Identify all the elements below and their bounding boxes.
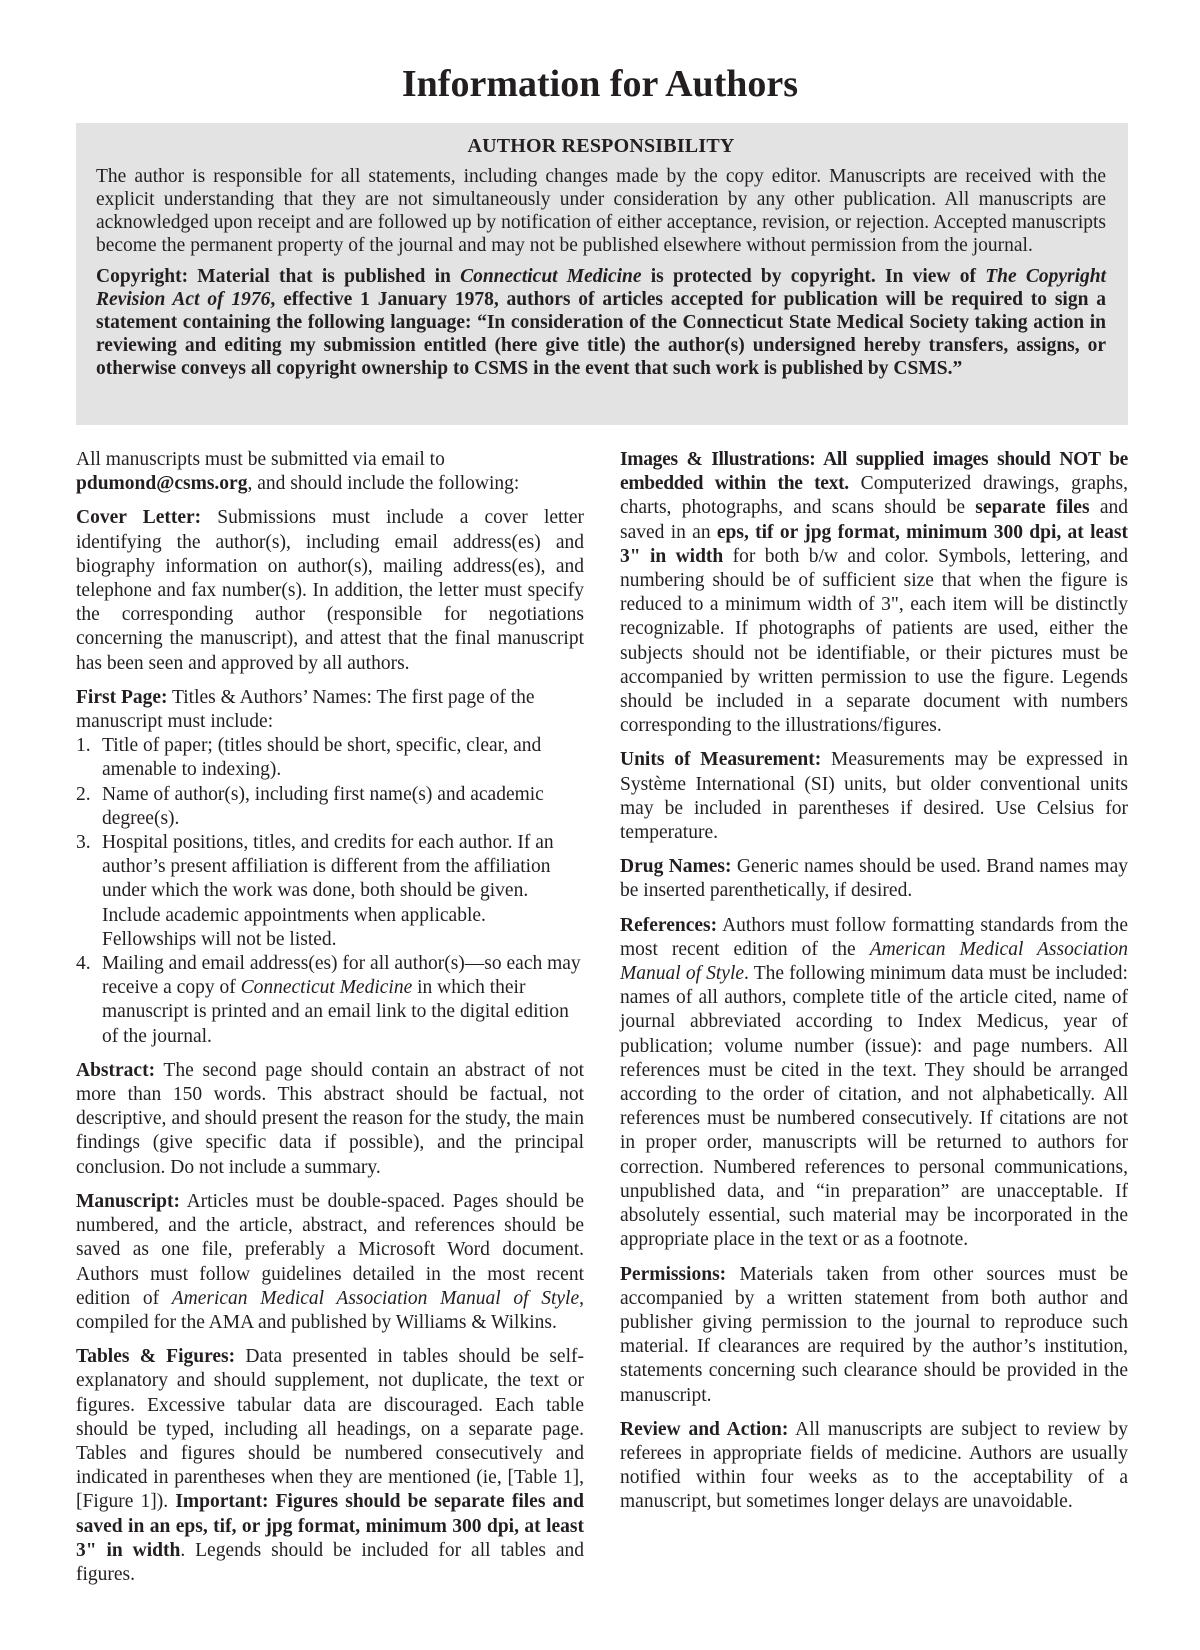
list-item	[76, 783, 584, 831]
abstract-text: The second page should contain an abstract of not more than 150 words. This abstract should be factual, not descriptive, and should present the reason for the study, the main findings (give specific data if possible), and the principal conclusion. Do not include a summary.	[76, 1059, 584, 1178]
units-text: Measurements may be expressed in Système International (SI) units, but older conventional units may be included in parentheses if desired. Use Celsius for temperature.	[620, 749, 1128, 844]
submission-email: pdumond@csms.org	[76, 473, 248, 495]
tables-figures-text-end: . Legends should be included for all tables and figures.	[76, 1539, 585, 1585]
author-responsibility-box	[76, 123, 1128, 425]
references-text-end: . The following minimum data must be included: names of all authors, complete title of the article cited, name of journal abbreviated according to Index Medicus, year of publication; volume number (issue): and page numbers. All references must be cited in the text. They should be arranged according to the order of citation, and not alphabetically. All references must be numbered consecutively. If citations are not in proper order, manuscripts will be returned to authors for correction. Numbered references to personal communications, unpublished data, and “in preparation” are unacceptable. If absolutely essential, such material may be incorporated in the appropriate place in the text or as a footnote.	[620, 963, 1128, 1251]
intro-text: All manuscripts must be submitted via email to	[76, 449, 445, 470]
list-text: Title of paper; (titles should be short, specific, clear, and amenable to indexing).	[102, 735, 542, 781]
permissions-label: Permissions:	[620, 1263, 727, 1285]
units-label: Units of Measurement:	[620, 749, 822, 771]
list-number: 3.	[76, 832, 91, 854]
tables-figures-label: Tables & Figures:	[76, 1346, 236, 1368]
references-section	[620, 914, 1128, 1253]
drug-names-label: Drug Names:	[620, 856, 732, 878]
images-text-mid: and saved in an	[620, 497, 1128, 543]
image-format-note: eps, tif or jpg format, minimum 300 dpi, at least 3" in width	[620, 521, 1128, 567]
images-text: Computerized drawings, graphs, charts, photographs, and scans should be	[620, 473, 1128, 519]
drug-names-text: Generic names should be used. Brand names may be inserted parenthetically, if desired.	[620, 856, 1128, 902]
style-manual-ref: American Medical Association Manual of Style	[171, 1287, 580, 1309]
copyright-label: Copyright: Material that is published in	[96, 266, 461, 287]
manuscript-label: Manuscript:	[76, 1190, 180, 1212]
list-item	[76, 952, 584, 1049]
first-page-section	[76, 686, 584, 734]
images-section	[620, 448, 1128, 738]
abstract-section	[76, 1059, 584, 1180]
list-text: Hospital positions, titles, and credits for each author. If an author’s present affiliation is different from the affiliation under which the work was done, both should be given. Include academic appointments when applicable. Fellowships will not be listed.	[102, 832, 554, 950]
drug-names-section	[620, 855, 1128, 903]
left-column	[76, 448, 584, 1597]
list-item	[76, 831, 584, 952]
units-section	[620, 748, 1128, 845]
manuscript-text: Articles must be double-spaced. Pages should be numbered, and the article, abstract, and references should be saved as one file, preferably a Microsoft Word document. Authors must follow guidelines detailed in the most recent edition of	[76, 1190, 584, 1309]
review-label: Review and Action:	[620, 1418, 789, 1440]
list-item	[76, 734, 584, 782]
abstract-label: Abstract:	[76, 1059, 156, 1081]
tables-figures-text: Data presented in tables should be self-explanatory and should supplement, not duplicate, the text or figures. Excessive tabular data are discouraged. Each table should be typed, including all headings, on a separate page. Tables and figures should be numbered consecutively and indicated in parentheses when they are mentioned (ie, [Table 1], [Figure 1]).	[76, 1346, 584, 1513]
list-text: Mailing and email address(es) for all author(s)—so each may receive a copy of	[102, 953, 581, 999]
permissions-text: Materials taken from other sources must be accompanied by a written statement from both author and publisher giving permission to the journal to reproduce such material. If clearances are required by the author’s institution, statements concerning such clearance should be provided in the manuscript.	[620, 1263, 1128, 1406]
copyright-act: The Copyright Revision Act of 1976	[96, 266, 1106, 310]
responsibility-heading: AUTHOR RESPONSIBILITY	[467, 135, 735, 157]
important-note: Important: Figures should be separate files and saved in an eps, tif, or jpg format, minimum 300 dpi, at least 3" in width	[76, 1491, 584, 1561]
review-text: All manuscripts are subject to review by referees in appropriate fields of medicine. Authors are usually notified within four weeks as to the acceptability of a manuscript, but sometimes longer delays are unavoidable.	[620, 1418, 1128, 1513]
page-title: Information for Authors	[401, 63, 799, 105]
references-text: Authors must follow formatting standards from the most recent edition of the	[620, 914, 1128, 960]
first-page-list	[76, 734, 584, 1049]
separate-files-note: separate files	[975, 497, 1090, 519]
cover-letter-section	[76, 506, 584, 675]
review-section	[620, 1418, 1128, 1515]
right-column	[620, 448, 1128, 1525]
intro-text-end: , and should include the following:	[247, 473, 520, 495]
manuscript-section	[76, 1190, 584, 1335]
responsibility-text: The author is responsible for all statements, including changes made by the copy editor. Manuscripts are received with the explicit understanding that they are not simultaneously under consideration by any other publication. All manuscripts are acknowledged upon receipt and are followed up by notification of either acceptance, revision, or rejection. Accepted manuscripts become the permanent property of the journal and may not be published elsewhere without permission from the journal.	[96, 166, 1106, 256]
manuscript-text-end: , compiled for the AMA and published by Williams & Wilkins.	[76, 1287, 584, 1333]
journal-name: Connecticut Medicine	[460, 266, 642, 287]
permissions-section	[620, 1263, 1128, 1408]
ama-manual-ref: American Medical Association Manual of Style	[620, 938, 1128, 985]
list-number: 2.	[76, 783, 91, 805]
copyright-text: is protected by copyright. In view of	[641, 266, 986, 287]
list-text-end: in which their manuscript is printed and an email link to the digital edition of the journal.	[102, 977, 569, 1047]
list-number: 1.	[76, 735, 91, 757]
copyright-text-end: , effective 1 January 1978, authors of articles accepted for publication will be required to sign a statement containing the following language: “In consideration of the Connecticut State Medical Society taking action in reviewing and editing my submission entitled (here give title) the author(s) undersigned hereby transfers, assigns, or otherwise conveys all copyright ownership to CSMS in the event that such work is published by CSMS.”	[96, 289, 1106, 379]
cover-letter-text: Submissions must include a cover letter identifying the author(s), including email address(es) and biography information on author(s), mailing address(es), and telephone and fax number(s). In addition, the letter must specify the corresponding author (responsible for negotiations concerning the manuscript), and attest that the final manuscript has been seen and approved by all authors.	[76, 507, 585, 674]
first-page-label: First Page:	[76, 686, 168, 708]
first-page-text: Titles & Authors’ Names: The first page of the manuscript must include:	[76, 686, 535, 733]
tables-figures-section	[76, 1345, 584, 1587]
images-text-end: for both b/w and color. Symbols, lettering, and numbering should be of sufficient size that when the figure is reduced to a minimum width of 3", each item will be distinctly recognizable. If photographs of patients are used, either the subjects should not be identifiable, or their pictures must be accompanied by written permission to use the figure. Legends should be included in a separate document with numbers corresponding to the illustrations/figures.	[620, 545, 1129, 737]
list-number: 4.	[76, 953, 91, 975]
submission-intro	[76, 448, 584, 496]
journal-name: Connecticut Medicine	[240, 977, 413, 999]
images-label: Images & Illustrations: All supplied images should NOT be embedded within the text.	[620, 449, 1128, 495]
list-text: Name of author(s), including first name(s) and academic degree(s).	[102, 783, 544, 829]
cover-letter-label: Cover Letter:	[76, 507, 202, 529]
copyright-statement	[96, 265, 1106, 380]
references-label: References:	[620, 914, 718, 936]
